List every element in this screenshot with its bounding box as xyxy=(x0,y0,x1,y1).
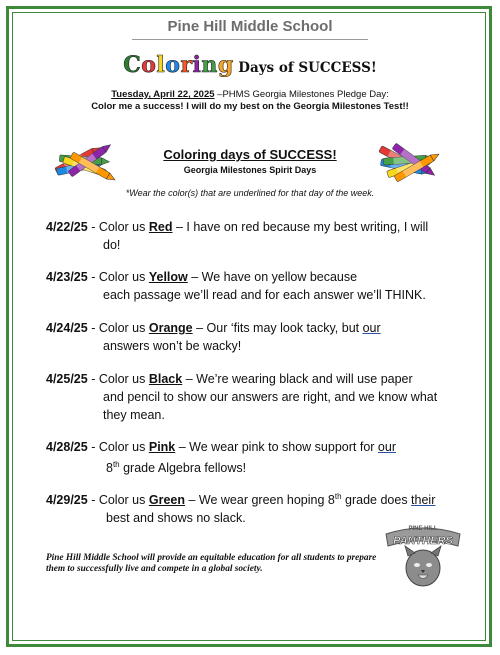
pledge-line-2: Color me a success! I will do my best on the Georgia Milestones Test!! xyxy=(91,101,409,112)
entry-text-line2: answers won’t be wacky! xyxy=(103,339,242,353)
entry-underlined-word: our xyxy=(362,321,381,335)
mission-statement: Pine Hill Middle School will provide an equitable education for all students to prepare them to successfully live and compete in a global society. xyxy=(46,553,377,574)
school-name: Pine Hill Middle School xyxy=(167,18,333,35)
coloring-letter: o xyxy=(141,52,157,78)
entry-text-line3: they mean. xyxy=(103,408,165,422)
headline xyxy=(0,52,500,78)
spirit-days-title: Coloring days of SUCCESS! xyxy=(163,147,337,162)
pledge-block xyxy=(0,89,500,113)
coloring-letter: i xyxy=(192,52,202,78)
entry-superscript: th xyxy=(112,460,120,469)
days-of-success-text: Days of SUCCESS! xyxy=(238,60,377,76)
entry-prefix: - Color us xyxy=(87,220,149,234)
entry-text-line2-start: 8 xyxy=(106,461,113,476)
spirit-day-entry xyxy=(46,218,458,254)
entry-date: 4/28/25 xyxy=(46,440,88,454)
coloring-letter: C xyxy=(123,52,142,78)
coloring-letter: o xyxy=(165,52,181,78)
spirit-day-entry xyxy=(46,319,458,355)
spirit-day-entry xyxy=(46,268,458,304)
entry-date: 4/25/25 xyxy=(46,372,88,386)
entry-text-line2: and pencil to show our answers are right, and we know what xyxy=(103,390,438,404)
underline-note: *Wear the color(s) that are underlined for that day of the week. xyxy=(125,188,375,198)
pledge-line-1 xyxy=(0,89,500,101)
panther-mascot-icon xyxy=(378,516,468,591)
entry-prefix: - Color us xyxy=(87,372,149,386)
crayons-right-icon xyxy=(372,138,446,188)
entry-prefix: - Color us xyxy=(87,440,149,454)
coloring-letter: l xyxy=(156,52,166,78)
spirit-day-entry xyxy=(46,370,458,424)
entry-text: – I have on red because my best writing, I will xyxy=(172,220,429,234)
entry-text: – We have on yellow because xyxy=(187,270,358,284)
coloring-letter: n xyxy=(201,52,218,78)
pledge-date: Tuesday, April 22, 2025 xyxy=(111,89,215,100)
entry-color: Pink xyxy=(148,440,176,454)
mascot-name: PANTHERS xyxy=(393,535,453,547)
crayons-left-icon xyxy=(48,138,122,188)
entry-color: Green xyxy=(148,493,185,508)
entry-text-line2: best and shows no slack. xyxy=(106,511,246,526)
coloring-word xyxy=(123,52,234,78)
coloring-letter: g xyxy=(217,52,234,78)
pledge-line-1-rest: –PHMS Georgia Milestones Pledge Day: xyxy=(214,89,389,100)
school-name-rule xyxy=(132,39,368,40)
entry-color: Black xyxy=(148,372,183,386)
entry-underlined-word: our xyxy=(377,440,396,454)
entry-prefix: - Color us xyxy=(87,321,149,335)
entry-prefix: - Color us xyxy=(87,270,149,284)
entry-date: 4/22/25 xyxy=(46,220,88,234)
entry-text: – We wear green hoping 8 xyxy=(185,493,335,508)
entry-date: 4/23/25 xyxy=(46,270,88,284)
entry-color: Yellow xyxy=(148,270,188,284)
entry-date: 4/24/25 xyxy=(46,321,88,335)
entry-superscript: th xyxy=(334,492,342,501)
coloring-letter: r xyxy=(180,52,193,78)
spirit-day-entry xyxy=(46,438,458,477)
entry-color: Orange xyxy=(148,321,193,335)
entry-color: Red xyxy=(148,220,173,234)
entry-prefix: - Color us xyxy=(87,493,149,508)
entry-text-mid: grade does xyxy=(341,493,412,508)
entry-text-line2: do! xyxy=(103,238,121,252)
spirit-days-subtitle: Georgia Milestones Spirit Days xyxy=(183,165,317,175)
entry-text: – Our ‘fits may look tacky, but xyxy=(192,321,363,335)
entry-text-line2-end: grade Algebra fellows! xyxy=(119,461,247,476)
entry-date: 4/29/25 xyxy=(46,493,88,508)
entry-underlined-word: their xyxy=(411,493,436,508)
entry-text-line2: each passage we’ll read and for each answer we’ll THINK. xyxy=(103,288,426,302)
entry-text: – We wear pink to show support for xyxy=(175,440,378,454)
entry-text: – We’re wearing black and will use paper xyxy=(182,372,413,386)
mascot-top-text: PINE HILL xyxy=(408,526,438,532)
entry-text-line2 xyxy=(46,456,458,477)
